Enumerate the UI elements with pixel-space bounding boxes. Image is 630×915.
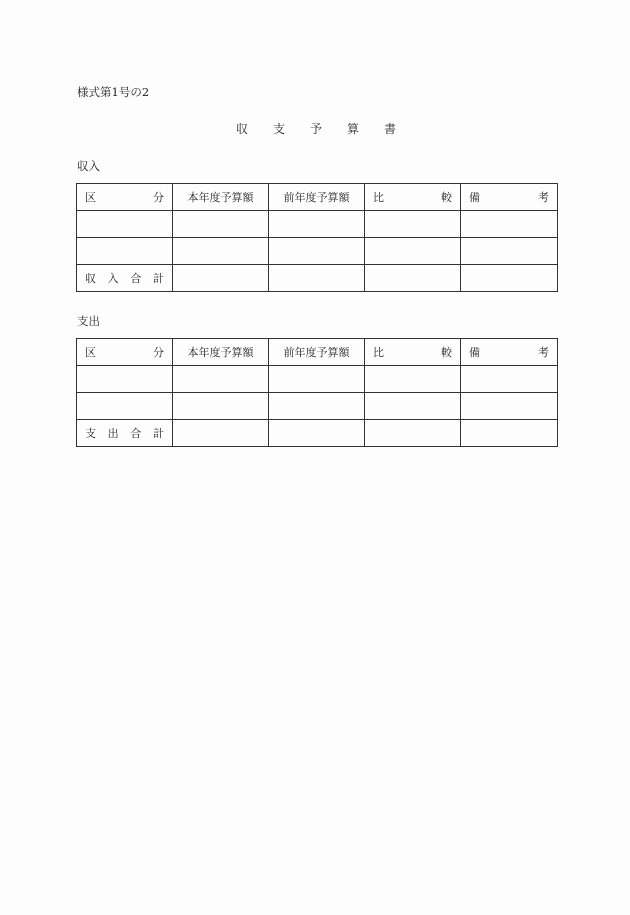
header-char: 考 [538, 191, 549, 204]
cell-comparison[interactable] [365, 238, 461, 265]
header-current-year-budget: 本年度予算額 [173, 184, 269, 211]
cell-remarks[interactable] [461, 366, 558, 393]
cell-previous[interactable] [269, 238, 365, 265]
title-char: 収 [236, 122, 249, 136]
header-remarks [461, 184, 558, 211]
cell-comparison[interactable] [365, 393, 461, 420]
expense-table [76, 338, 558, 447]
form-number: 様式第1号の2 [77, 85, 150, 99]
income-total-label [77, 265, 173, 292]
total-char: 出 [107, 427, 119, 440]
header-char: 分 [153, 191, 164, 204]
header-category [77, 339, 173, 366]
table-row [77, 366, 558, 393]
cell-previous[interactable] [269, 211, 365, 238]
cell-total-current[interactable] [173, 265, 269, 292]
cell-comparison[interactable] [365, 211, 461, 238]
title-char: 支 [272, 122, 285, 136]
title-char: 算 [346, 122, 359, 136]
header-previous-year-budget: 前年度予算額 [269, 184, 365, 211]
total-row [77, 420, 558, 447]
table-row [77, 393, 558, 420]
table-header-row [77, 339, 558, 366]
total-char: 計 [152, 427, 164, 440]
title-char: 予 [309, 122, 322, 136]
cell-total-previous[interactable] [269, 265, 365, 292]
header-char: 比 [373, 346, 384, 359]
cell-total-remarks[interactable] [461, 265, 558, 292]
header-char: 区 [85, 346, 96, 359]
table-row [77, 211, 558, 238]
total-char: 計 [152, 272, 164, 285]
cell-current[interactable] [173, 393, 269, 420]
cell-category[interactable] [77, 366, 173, 393]
cell-remarks[interactable] [461, 393, 558, 420]
table-header-row [77, 184, 558, 211]
cell-current[interactable] [173, 211, 269, 238]
cell-category[interactable] [77, 238, 173, 265]
header-char: 区 [85, 191, 96, 204]
cell-current[interactable] [173, 366, 269, 393]
header-char: 考 [538, 346, 549, 359]
total-char: 入 [107, 272, 119, 285]
cell-total-comparison[interactable] [365, 420, 461, 447]
cell-category[interactable] [77, 211, 173, 238]
header-current-year-budget: 本年度予算額 [173, 339, 269, 366]
header-char: 分 [153, 346, 164, 359]
cell-current[interactable] [173, 238, 269, 265]
header-char: 備 [469, 191, 480, 204]
header-char: 較 [441, 191, 452, 204]
cell-total-comparison[interactable] [365, 265, 461, 292]
header-char: 較 [441, 346, 452, 359]
total-row [77, 265, 558, 292]
total-char: 収 [85, 272, 96, 285]
cell-total-previous[interactable] [269, 420, 365, 447]
expense-section-title: 支出 [77, 314, 100, 328]
cell-remarks[interactable] [461, 238, 558, 265]
total-char: 支 [85, 427, 96, 440]
total-char: 合 [130, 272, 142, 285]
header-remarks [461, 339, 558, 366]
title-char: 書 [383, 122, 396, 136]
header-comparison [365, 339, 461, 366]
income-table [76, 183, 558, 292]
header-comparison [365, 184, 461, 211]
cell-remarks[interactable] [461, 211, 558, 238]
cell-previous[interactable] [269, 366, 365, 393]
table-row [77, 238, 558, 265]
cell-total-current[interactable] [173, 420, 269, 447]
cell-total-remarks[interactable] [461, 420, 558, 447]
header-previous-year-budget: 前年度予算額 [269, 339, 365, 366]
income-section-title: 収入 [77, 159, 100, 173]
document-title [236, 121, 396, 137]
total-char: 合 [130, 427, 142, 440]
header-category [77, 184, 173, 211]
cell-category[interactable] [77, 393, 173, 420]
header-char: 比 [373, 191, 384, 204]
cell-previous[interactable] [269, 393, 365, 420]
header-char: 備 [469, 346, 480, 359]
cell-comparison[interactable] [365, 366, 461, 393]
expense-total-label [77, 420, 173, 447]
